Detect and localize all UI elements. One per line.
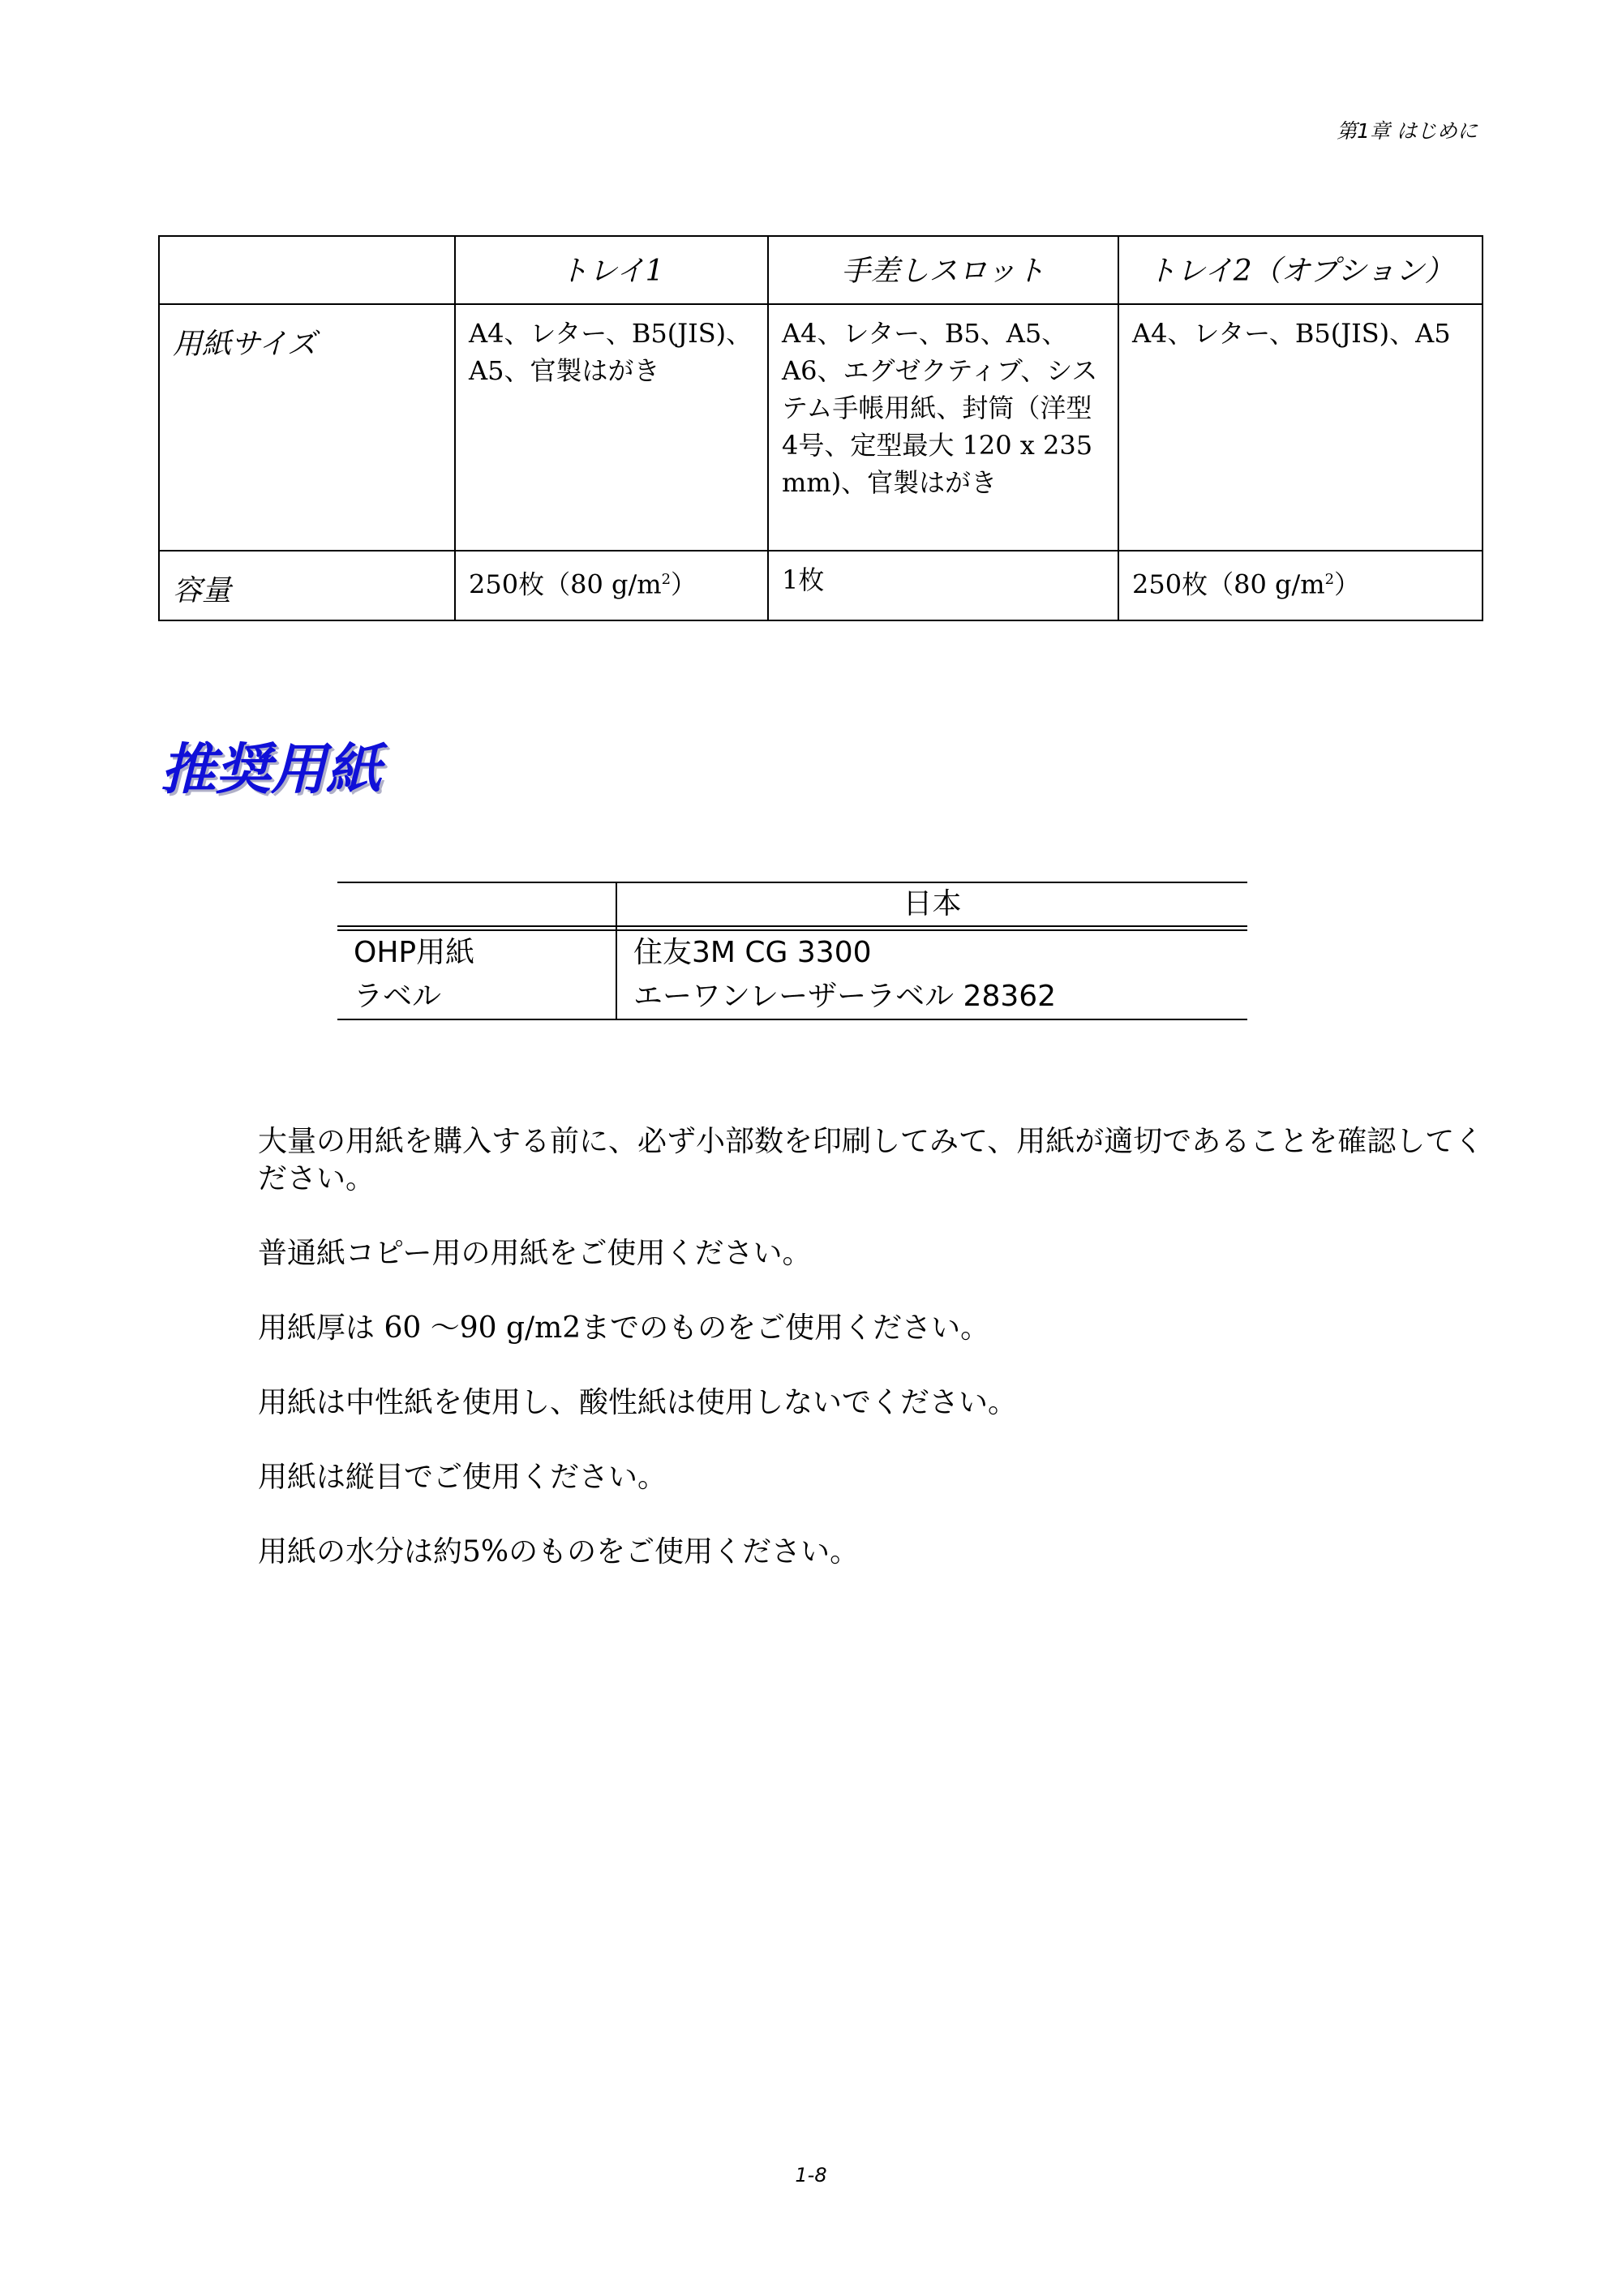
cell-text: 250枚（80 g/m <box>1132 569 1325 600</box>
paper-table-header-col1 <box>337 883 617 925</box>
spec-header-manual-slot: 手差しスロット <box>768 236 1118 304</box>
paragraph: 用紙は縦目でご使用ください。 <box>258 1461 667 1494</box>
spec-row-paper-size <box>159 304 1483 551</box>
cell-text-end: ） <box>1334 569 1361 600</box>
paper-table-divider-col2 <box>617 927 1247 929</box>
section-title: 推奨用紙 <box>161 738 382 802</box>
paper-type: ラベル <box>337 975 617 1019</box>
paragraph: 普通紙コピー用の用紙をご使用ください。 <box>258 1237 812 1270</box>
spec-header-tray2: トレイ2（オプション） <box>1118 236 1483 304</box>
page-number: 1-8 <box>795 2164 827 2187</box>
cell-text: 1枚 <box>782 564 825 595</box>
paragraph: 大量の用紙を購入する前に、必ず小部数を印刷してみて、用紙が適切であることを確認してください。 <box>258 1125 1484 1195</box>
table-row <box>337 975 1247 1019</box>
superscript: 2 <box>1324 571 1335 588</box>
spec-table-header-row <box>159 236 1483 304</box>
paragraph: 用紙は中性紙を使用し、酸性紙は使用しないでください。 <box>258 1386 1018 1419</box>
spec-cell <box>455 551 768 620</box>
spec-header-tray1: トレイ1 <box>455 236 768 304</box>
body-text <box>258 1123 1491 1608</box>
spec-cell <box>1118 551 1483 620</box>
paper-table-header-region: 日本 <box>903 887 962 921</box>
paper-product: エーワンレーザーラベル 28362 <box>633 980 1057 1013</box>
paper-table-bottom-rule <box>337 1019 1247 1020</box>
paragraph: 用紙の水分は約5%のものをご使用ください。 <box>258 1535 860 1569</box>
table-row <box>337 931 1247 975</box>
recommended-paper-table <box>337 882 1247 1020</box>
cell-text: 250枚（80 g/m <box>469 569 662 600</box>
paper-spec-table <box>158 235 1483 621</box>
spec-cell: A4、レター、B5、A5、A6、エグゼクティブ、システム手帳用紙、封筒（洋型4号、定型最大 120 x 235 mm)、官製はがき <box>768 304 1118 551</box>
paper-table-divider-col1 <box>337 927 617 929</box>
spec-row-label: 容量 <box>159 551 455 620</box>
cell-text-end: ） <box>671 569 697 600</box>
paper-product: 住友3M CG 3300 <box>633 936 872 969</box>
spec-cell: A4、レター、B5(JIS)、A5、官製はがき <box>455 304 768 551</box>
paper-table-divider <box>337 925 1247 931</box>
spec-row-capacity <box>159 551 1483 620</box>
spec-cell <box>768 551 1118 620</box>
spec-row-label: 用紙サイズ <box>159 304 455 551</box>
paper-type: OHP用紙 <box>337 931 617 975</box>
chapter-header: 第1章 はじめに <box>1337 119 1478 143</box>
spec-cell: A4、レター、B5(JIS)、A5 <box>1118 304 1483 551</box>
superscript: 2 <box>661 571 672 588</box>
spec-header-empty <box>159 236 455 304</box>
paper-table-header-row <box>337 882 1247 925</box>
paragraph: 用紙厚は 60 〜90 g/m2までのものをご使用ください。 <box>258 1311 990 1345</box>
